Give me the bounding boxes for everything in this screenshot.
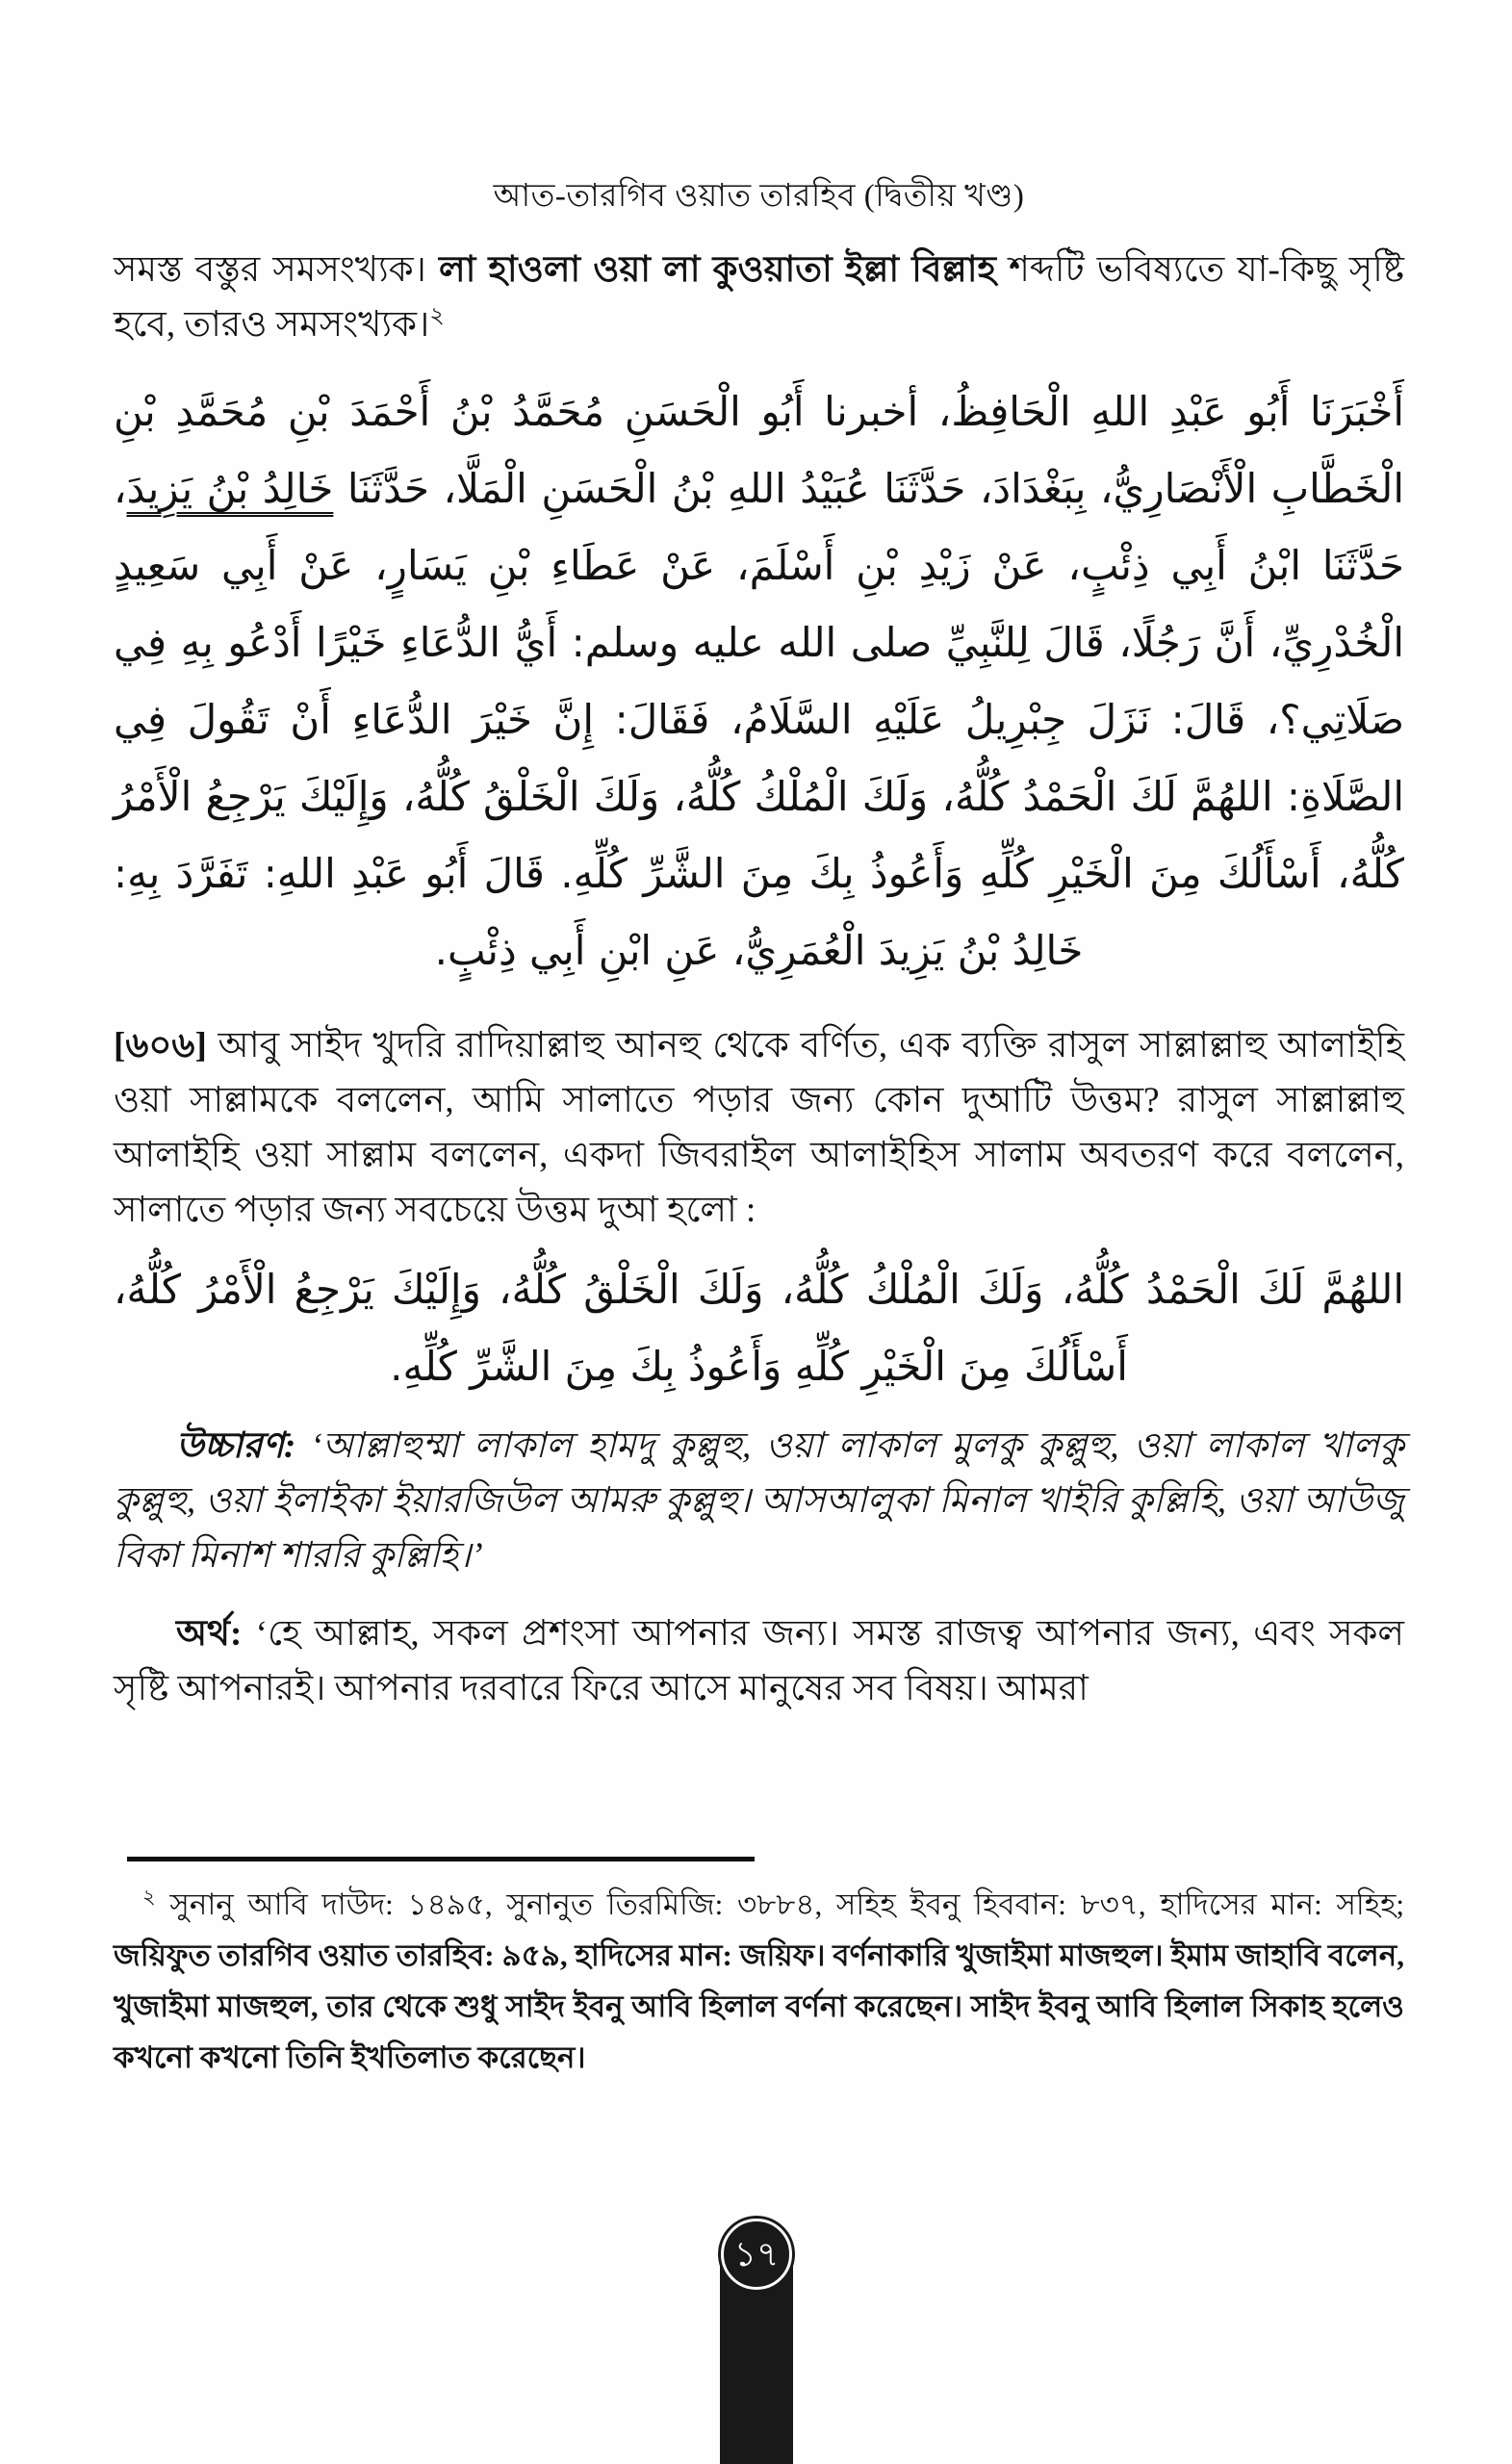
meaning-paragraph [114,1606,1404,1716]
footnote-separator-rule [127,1857,755,1861]
page-number-badge [718,2216,795,2293]
pronunciation-label: উচ্চারণ: [176,1426,296,1466]
pronunciation-paragraph [114,1419,1404,1583]
isnad-after-underline: ، حَدَّثَنَا ابْنُ أَبِي ذِئْبٍ، عَنْ زَيْدِ بْنِ أَسْلَمَ، عَنْ عَطَاءِ بْنِ يَسَارٍ، عَنْ أَبِي سَعِيدٍ الْخُدْرِيِّ، أَنَّ رَجُلًا، قَالَ لِلنَّبِيِّ صلى الله عليه وسلم: أَيُّ الدُّعَاءِ خَيْرًا أَدْعُو بِهِ فِي صَلَاتِي؟، قَالَ: نَزَلَ جِبْرِيلُ عَلَيْهِ السَّلَامُ، فَقَالَ: إِنَّ خَيْرَ الدُّعَاءِ أَنْ تَقُولَ فِي الصَّلَاةِ: اللهُمَّ لَكَ الْحَمْدُ كُلُّهُ، وَلَكَ الْمُلْكُ كُلُّهُ، وَلَكَ الْخَلْقُ كُلُّهُ، وَإِلَيْكَ يَرْجِعُ الْأَمْرُ كُلُّهُ، أَسْأَلُكَ مِنَ الْخَيْرِ كُلِّهِ وَأَعُوذُ بِكَ مِنَ الشَّرِّ كُلِّهِ. قَالَ أَبُو عَبْدِ اللهِ: تَفَرَّدَ بِهِ: خَالِدُ بْنُ يَزِيدَ الْعُمَرِيُّ، عَنِ ابْنِ أَبِي ذِئْبٍ. [114,465,1404,974]
isnad-underlined-narrator-name: خَالِدُ بْنُ يَزِيدَ [126,465,334,512]
hadith-number: [৬০৬] [114,1026,207,1065]
footnote-number: ২ [142,1885,156,1909]
arabic-isnad-paragraph [114,373,1404,989]
arabic-dua-paragraph [114,1251,1404,1405]
running-header: আত-তারগিব ওয়াত তারহিব (দ্বিতীয় খণ্ড) [493,179,1025,214]
pronunciation-text: ‘আল্লাহুম্মা লাকাল হামদু কুল্লুহু, ওয়া লাকাল মুলকু কুল্লুহু, ওয়া লাকাল খালকু কুল্লুহু, ওয়া ইলাইকা ইয়ারজিউল আমরু কুল্লুহু। আসআলুকা মিনাল খাইরি কুল্লিহি, ওয়া আউজু বিকা মিনাশ শাররি কুল্লিহি।’ [114,1426,1404,1576]
footnote-paragraph [114,1879,1404,2083]
isnad-before-underline: أَخْبَرَنَا أَبُو عَبْدِ اللهِ الْحَافِظُ، أخبرنا أَبُو الْحَسَنِ مُحَمَّدُ بْنُ أَحْمَدَ بْنِ مُحَمَّدِ بْنِ الْخَطَّابِ الْأَنْصَارِيُّ، بِبَغْدَادَ، حَدَّثَنَا عُبَيْدُ اللهِ بْنُ الْحَسَنِ الْمَلَّا، حَدَّثَنَا [114,388,1404,512]
hadith-606-paragraph [114,1018,1404,1238]
hadith-translation-text: আবু সাইদ খুদরি রাদিয়াল্লাহু আনহু থেকে বর্ণিত, এক ব্যক্তি রাসুল সাল্লাল্লাহু আলাইহি ওয়া সাল্লামকে বললেন, আমি সালাতে পড়ার জন্য কোন দুআটি উত্তম? রাসুল সাল্লাল্লাহু আলাইহি ওয়া সাল্লাম বললেন, একদা জিবরাইল আলাইহিস সালাম অবতরণ করে বললেন, সালাতে পড়ার জন্য সবচেয়ে উত্তম দুআ হলো : [114,1026,1404,1230]
page-number-ribbon-bar [720,2264,793,2464]
intro-text-2: শব্দটি ভবিষ্যতে যা-কিছু সৃষ্টি হবে, তারও সমসংখ্যক। [114,250,1404,345]
intro-paragraph [114,243,1404,352]
meaning-label: অর্থ: [176,1614,243,1654]
footnote-bold-text: জয়িফুত তারগিব ওয়াত তারহিব: ৯৫৯, হাদিসের মান: জয়িফ। বর্ণনাকারি খুজাইমা মাজহুল। ইমাম জাহাবি বলেন, খুজাইমা মাজহুল, তার থেকে শুধু সাইদ ইবনু আবি হিলাল বর্ণনা করেছেন। সাইদ ইবনু আবি হিলাল সিকাহ হলেও কখনো কখনো তিনি ইখতিলাত করেছেন। [114,1938,1404,2074]
footnote-regular-text: সুনানু আবি দাউদ: ১৪৯৫, সুনানুত তিরমিজি: ৩৮৮৪, সহিহ ইবনু হিববান: ৮৩৭, হাদিসের মান: সহিহ; [155,1887,1404,1921]
intro-text-1: সমস্ত বস্তুর সমসংখ্যক। [114,250,440,290]
footnote-reference-mark: ২ [429,303,445,329]
intro-bold-phrase: লা হাওলা ওয়া লা কুওয়াতা ইল্লা বিল্লাহ [439,250,996,290]
meaning-text: ‘হে আল্লাহ, সকল প্রশংসা আপনার জন্য। সমস্ত রাজত্ব আপনার জন্য, এবং সকল সৃষ্টি আপনারই। আপনার দরবারে ফিরে আসে মানুষের সব বিষয়। আমরা [114,1614,1404,1708]
dua-text: اللهُمَّ لَكَ الْحَمْدُ كُلُّهُ، وَلَكَ الْمُلْكُ كُلُّهُ، وَلَكَ الْخَلْقُ كُلُّهُ، وَإِلَيْكَ يَرْجِعُ الْأَمْرُ كُلُّهُ، أَسْأَلُكَ مِنَ الْخَيْرِ كُلِّهِ وَأَعُوذُ بِكَ مِنَ الشَّرِّ كُلِّهِ. [114,1266,1404,1390]
page-number: ১৭ [733,2235,780,2273]
